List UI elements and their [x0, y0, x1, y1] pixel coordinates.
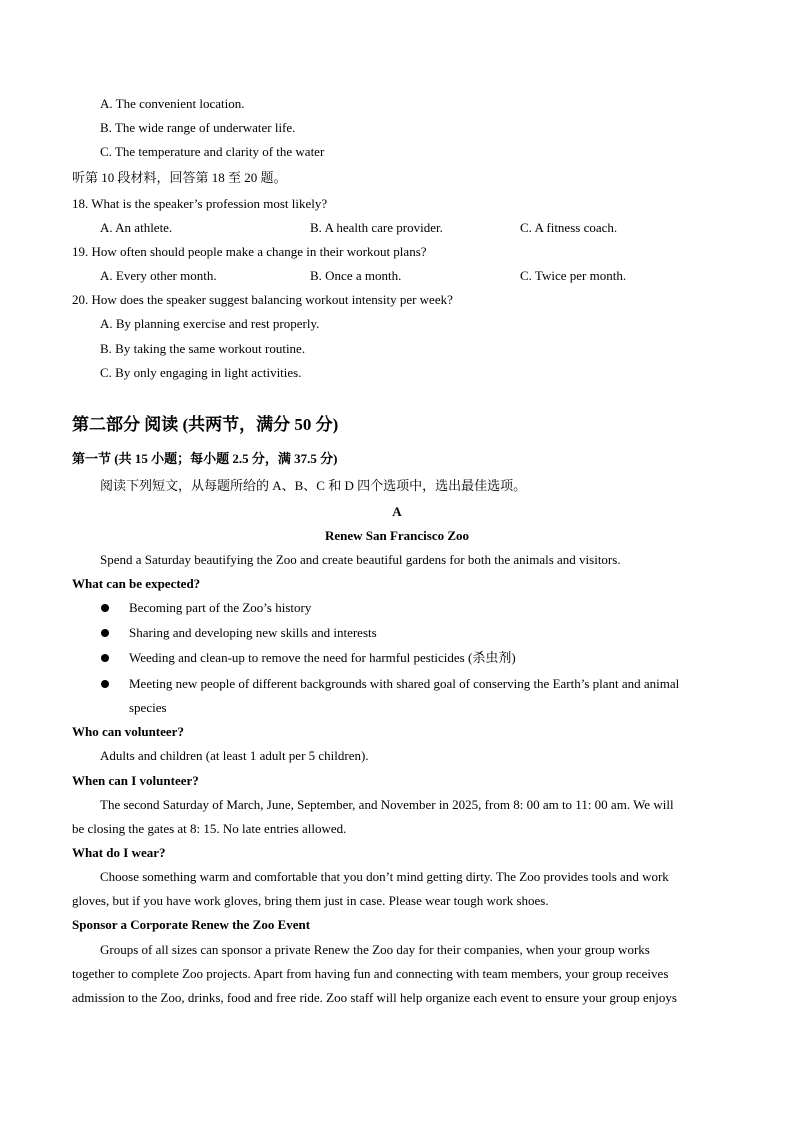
- who-heading: Who can volunteer?: [72, 724, 184, 739]
- expect-item: Meeting new people of different backgrounds with shared goal of conserving the Earth’s plant and animal: [129, 676, 680, 691]
- listening-instruction: 听第 10 段材料，回答第 18 至 20 题。: [72, 170, 287, 185]
- q19-option-c: C. Twice per month.: [520, 268, 627, 283]
- when-text-line-1: The second Saturday of March, June, September, and November in 2025, from 8: 00 am to 11: 00 am. We will: [100, 797, 674, 812]
- wear-text-line-1: Choose something warm and comfortable that you don’t mind getting dirty. The Zoo provides tools and work: [100, 869, 669, 884]
- sponsor-text-line-2: together to complete Zoo projects. Apart from having fun and connecting with team members, your group receives: [72, 966, 669, 981]
- question-19: 19. How often should people make a change in their workout plans?: [72, 244, 427, 259]
- q20-option-c: C. By only engaging in light activities.: [100, 365, 302, 380]
- q17-option-b: B. The wide range of underwater life.: [100, 120, 296, 135]
- q20-option-a: A. By planning exercise and rest properly.: [100, 316, 320, 331]
- q18-option-c: C. A fitness coach.: [520, 220, 618, 235]
- part-title: 第二部分 阅读 (共两节，满分 50 分): [72, 415, 339, 434]
- expect-item: Becoming part of the Zoo’s history: [129, 600, 312, 615]
- sponsor-heading: Sponsor a Corporate Renew the Zoo Event: [72, 917, 311, 932]
- bullet-icon: [101, 629, 109, 637]
- who-text: Adults and children (at least 1 adult per 5 children).: [100, 748, 369, 763]
- section-title: 第一节 (共 15 小题；每小题 2.5 分，满 37.5 分): [72, 451, 338, 466]
- wear-heading: What do I wear?: [72, 845, 166, 860]
- sponsor-text-line-1: Groups of all sizes can sponsor a private Renew the Zoo day for their companies, when your group works: [100, 942, 650, 957]
- bullet-icon: [101, 604, 109, 612]
- sponsor-text-line-3: admission to the Zoo, drinks, food and free ride. Zoo staff will help organize each event to ensure your group enjoys: [72, 990, 677, 1005]
- q17-option-a: A. The convenient location.: [100, 96, 245, 111]
- when-text-line-2: be closing the gates at 8: 15. No late entries allowed.: [72, 821, 347, 836]
- q18-option-b: B. A health care provider.: [310, 220, 443, 235]
- expect-item-continuation: species: [129, 700, 167, 715]
- expect-item: Sharing and developing new skills and interests: [129, 625, 377, 640]
- passage-letter: A: [392, 504, 402, 519]
- question-18: 18. What is the speaker’s profession most likely?: [72, 196, 328, 211]
- question-20: 20. How does the speaker suggest balancing workout intensity per week?: [72, 292, 453, 307]
- q17-option-c: C. The temperature and clarity of the water: [100, 144, 325, 159]
- q20-option-b: B. By taking the same workout routine.: [100, 341, 306, 356]
- q19-option-b: B. Once a month.: [310, 268, 402, 283]
- bullet-icon: [101, 680, 109, 688]
- wear-text-line-2: gloves, but if you have work gloves, bring them just in case. Please wear tough work shoes.: [72, 893, 549, 908]
- expect-heading: What can be expected?: [72, 576, 201, 591]
- passage-title: Renew San Francisco Zoo: [324, 528, 470, 543]
- when-heading: When can I volunteer?: [72, 773, 199, 788]
- passage-intro: Spend a Saturday beautifying the Zoo and create beautiful gardens for both the animals and visitors.: [100, 552, 621, 567]
- reading-instructions: 阅读下列短文，从每题所给的 A、B、C 和 D 四个选项中，选出最佳选项。: [100, 478, 527, 493]
- expect-item: Weeding and clean-up to remove the need for harmful pesticides (杀虫剂): [129, 650, 516, 665]
- q19-option-a: A. Every other month.: [100, 268, 217, 283]
- bullet-icon: [101, 654, 109, 662]
- q18-option-a: A. An athlete.: [100, 220, 173, 235]
